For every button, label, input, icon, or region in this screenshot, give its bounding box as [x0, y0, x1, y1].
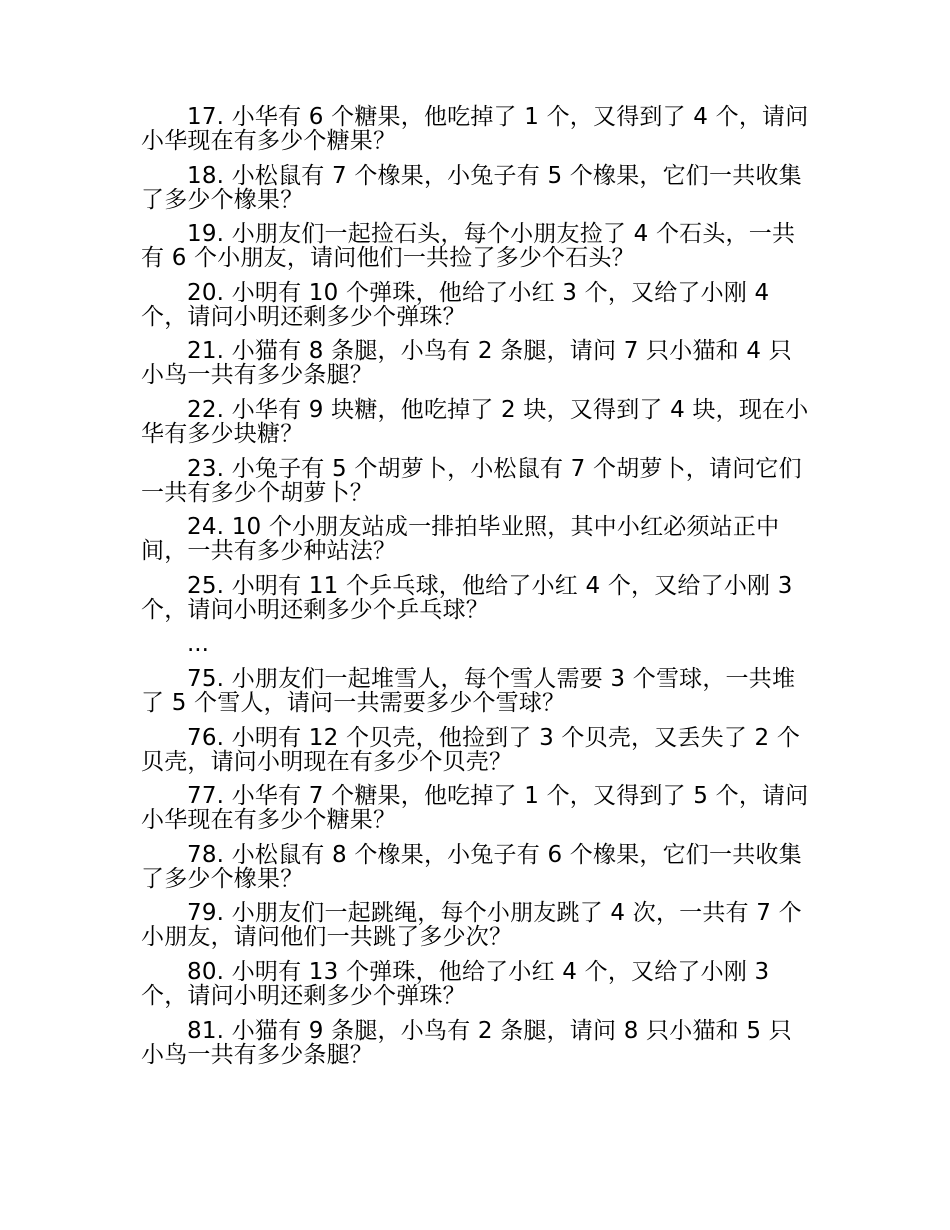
- question-81: 81. 小猫有 9 条腿，小鸟有 2 条腿，请问 8 只小猫和 5 只小鸟一共有多少条腿？: [141, 1017, 792, 1068]
- question-80: 80. 小明有 13 个弹珠，他给了小红 4 个，又给了小刚 3 个，请问小明还剩多少个弹珠？: [141, 958, 770, 1009]
- question-list: [141, 105, 813, 1077]
- question-25: 25. 小明有 11 个乒乓球，他给了小红 4 个，又给了小刚 3 个，请问小明还剩多少个乒乓球？: [141, 572, 793, 623]
- question-78: 78. 小松鼠有 8 个橡果，小兔子有 6 个橡果，它们一共收集了多少个橡果？: [141, 841, 802, 892]
- question-75: 75. 小朋友们一起堆雪人，每个雪人需要 3 个雪球，一共堆了 5 个雪人，请问一共需要多少个雪球？: [141, 665, 796, 716]
- omitted-questions-ellipsis: ...: [187, 631, 209, 658]
- question-23: 23. 小兔子有 5 个胡萝卜，小松鼠有 7 个胡萝卜，请问它们一共有多少个胡萝卜？: [141, 455, 802, 506]
- question-76: 76. 小明有 12 个贝壳，他捡到了 3 个贝壳，又丢失了 2 个贝壳，请问小明现在有多少个贝壳？: [141, 724, 801, 775]
- question-18: 18. 小松鼠有 7 个橡果，小兔子有 5 个橡果，它们一共收集了多少个橡果？: [141, 162, 802, 213]
- question-19: 19. 小朋友们一起捡石头，每个小朋友捡了 4 个石头，一共有 6 个小朋友，请问他们一共捡了多少个石头？: [141, 221, 796, 272]
- question-20: 20. 小明有 10 个弹珠，他给了小红 3 个，又给了小刚 4 个，请问小明还剩多少个弹珠？: [141, 279, 770, 330]
- question-77: 77. 小华有 7 个糖果，他吃掉了 1 个，又得到了 5 个，请问小华现在有多少个糖果？: [141, 783, 809, 834]
- question-24: 24. 10 个小朋友站成一排拍毕业照，其中小红必须站正中间，一共有多少种站法？: [141, 514, 780, 565]
- question-22: 22. 小华有 9 块糖，他吃掉了 2 块，又得到了 4 块，现在小华有多少块糖？: [141, 396, 809, 447]
- question-79: 79. 小朋友们一起跳绳，每个小朋友跳了 4 次，一共有 7 个小朋友，请问他们一共跳了多少次？: [141, 900, 802, 951]
- question-21: 21. 小猫有 8 条腿，小鸟有 2 条腿，请问 7 只小猫和 4 只小鸟一共有多少条腿？: [141, 338, 792, 389]
- question-17: 17. 小华有 6 个糖果，他吃掉了 1 个，又得到了 4 个，请问小华现在有多少个糖果？: [141, 104, 809, 154]
